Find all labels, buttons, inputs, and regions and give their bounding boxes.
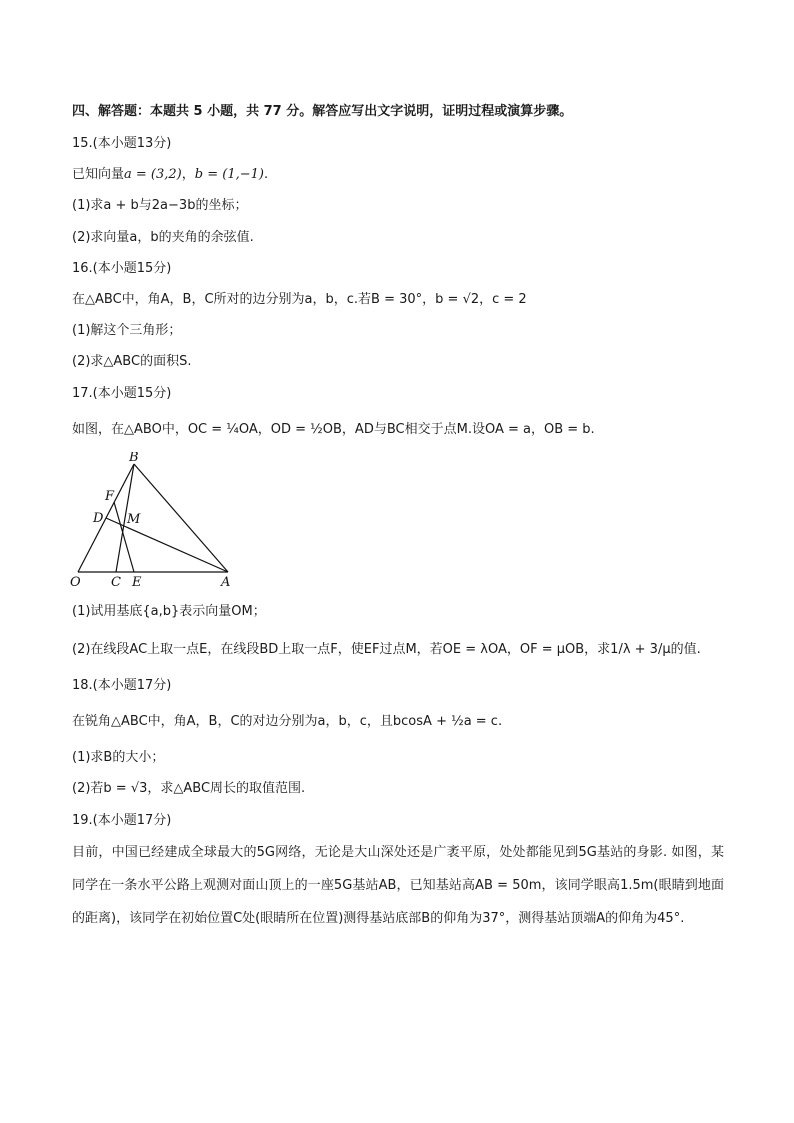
q15-vector-b: b = (1,−1) [194, 167, 264, 182]
q15-header: 15.(本小题13分) [72, 136, 172, 151]
label-A: A [221, 575, 231, 588]
q17-header: 17.(本小题15分) [72, 386, 172, 401]
label-B: B [129, 452, 139, 465]
q17-part1: (1)试用基底{a,b}表示向量OM； [72, 604, 266, 619]
q16-stem: 在△ABC中，角A，B，C所对的边分别为a，b，c.若B = 30°，b = √2，c = 2 [72, 292, 527, 307]
q17-part2: (2)在线段AC上取一点E，在线段BD上取一点F，使EF过点M，若OE = λOA，OF = μOB，求1/λ + 3/μ的值. [72, 642, 701, 657]
q18-part2: (2)若b = √3，求△ABC周长的取值范围. [72, 781, 306, 796]
label-C: C [111, 575, 121, 588]
label-E: E [132, 575, 142, 588]
q16-part2: (2)求△ABC的面积S. [72, 354, 192, 369]
q15-stem-prefix: 已知向量 [72, 167, 125, 182]
q19-header: 19.(本小题17分) [72, 813, 172, 828]
segment-DA [106, 518, 228, 572]
q17-stem: 如图，在△ABO中，OC = ¼OA，OD = ½OB，AD与BC相交于点M.设OA = a，OB = b. [72, 422, 595, 437]
q18-header: 18.(本小题17分) [72, 678, 172, 693]
q15-part1: (1)求a + b与2a−3b的坐标； [72, 198, 248, 213]
segment-BA [134, 464, 228, 572]
section-heading: 四、解答题：本题共 5 小题，共 77 分。解答应写出文字说明，证明过程或演算步骤。 [72, 104, 573, 119]
q16-header: 16.(本小题15分) [72, 261, 172, 276]
q15-stem: 已知向量a = (3,2)，b = (1,−1). [72, 167, 269, 182]
q15-part2: (2)求向量a，b的夹角的余弦值. [72, 230, 254, 245]
label-D: D [93, 511, 104, 526]
q15-vector-a: a = (3,2) [124, 167, 182, 182]
q18-stem: 在锐角△ABC中，角A，B，C的对边分别为a，b，c，且bcosA + ½a = c. [72, 714, 503, 729]
triangle-figure [70, 452, 250, 588]
label-O: O [70, 575, 81, 588]
label-F: F [105, 489, 115, 504]
q16-part1: (1)解这个三角形； [72, 323, 182, 338]
q18-part1: (1)求B的大小； [72, 750, 165, 765]
q19-body: 目前，中国已经建成全球最大的5G网络，无论是大山深处还是广袤平原，处处都能见到5G基站的身影. 如图，某同学在一条水平公路上观测对面山顶上的一座5G基站AB，已知基站高AB = 50m，该同学眼高1.5m(眼睛到地面的距离)，该同学在初始位置C处(眼睛所在位置)测得基站底部B的仰角为37°，测得基站顶端A的仰角为45°. [72, 845, 724, 926]
label-M: M [127, 512, 141, 527]
